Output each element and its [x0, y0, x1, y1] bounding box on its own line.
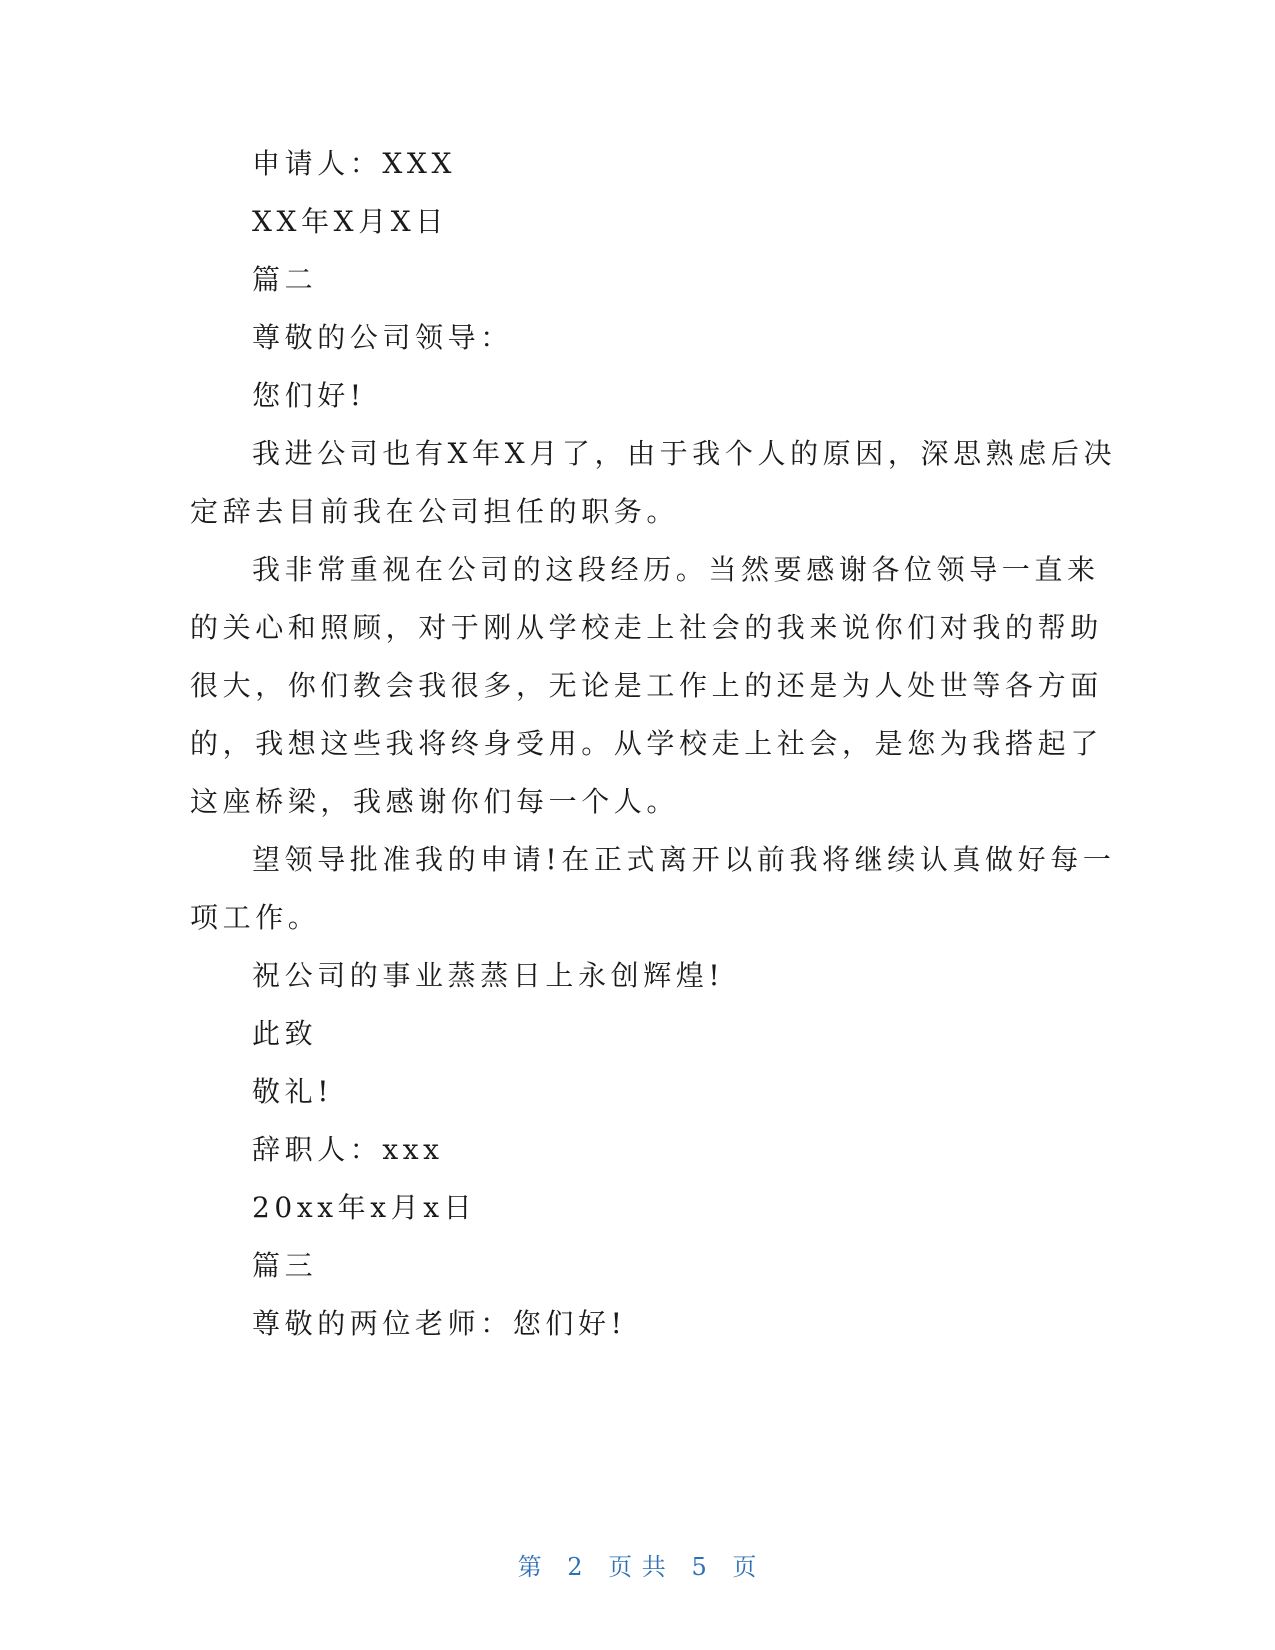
page-footer	[0, 1552, 1275, 1582]
wishes-line: 祝公司的事业蒸蒸日上永创辉煌!	[252, 959, 725, 992]
salutation-line: 尊敬的公司领导：	[252, 321, 513, 354]
paragraph-line: 这座桥梁，我感谢你们每一个人。	[190, 785, 680, 818]
paragraph-line: 的，我想这些我将终身受用。从学校走上社会，是您为我搭起了	[190, 727, 1103, 760]
footer-middle: 页 共	[608, 1553, 667, 1581]
section-heading-three: 篇三	[252, 1249, 318, 1282]
paragraph-line: 项工作。	[190, 901, 321, 934]
salutation-line: 尊敬的两位老师：您们好!	[252, 1307, 627, 1340]
footer-total-pages: 5	[691, 1553, 708, 1581]
closing-regards-line: 敬礼!	[252, 1075, 334, 1108]
greeting-line: 您们好!	[252, 379, 366, 412]
signed-date-line: 20xx年x月x日	[252, 1191, 477, 1224]
paragraph-line: 定辞去目前我在公司担任的职务。	[190, 495, 680, 528]
footer-current-page: 2	[567, 1553, 584, 1581]
paragraph-line: 的关心和照顾，对于刚从学校走上社会的我来说你们对我的帮助	[190, 611, 1103, 644]
footer-suffix: 页	[732, 1553, 758, 1581]
paragraph-line: 很大，你们教会我很多，无论是工作上的还是为人处世等各方面	[190, 669, 1103, 702]
section-heading-two: 篇二	[252, 263, 318, 296]
paragraph-line: 我进公司也有X年X月了，由于我个人的原因，深思熟虑后决	[252, 437, 1117, 470]
paragraph-line: 望领导批准我的申请!在正式离开以前我将继续认真做好每一	[252, 843, 1116, 876]
closing-line: 此致	[252, 1017, 318, 1050]
paragraph-line: 我非常重视在公司的这段经历。当然要感谢各位领导一直来	[252, 553, 1100, 586]
date-line: XX年X月X日	[252, 205, 448, 238]
footer-prefix: 第	[517, 1553, 543, 1581]
signer-line: 辞职人：xxx	[252, 1133, 444, 1166]
applicant-line: 申请人：XXX	[252, 147, 457, 180]
